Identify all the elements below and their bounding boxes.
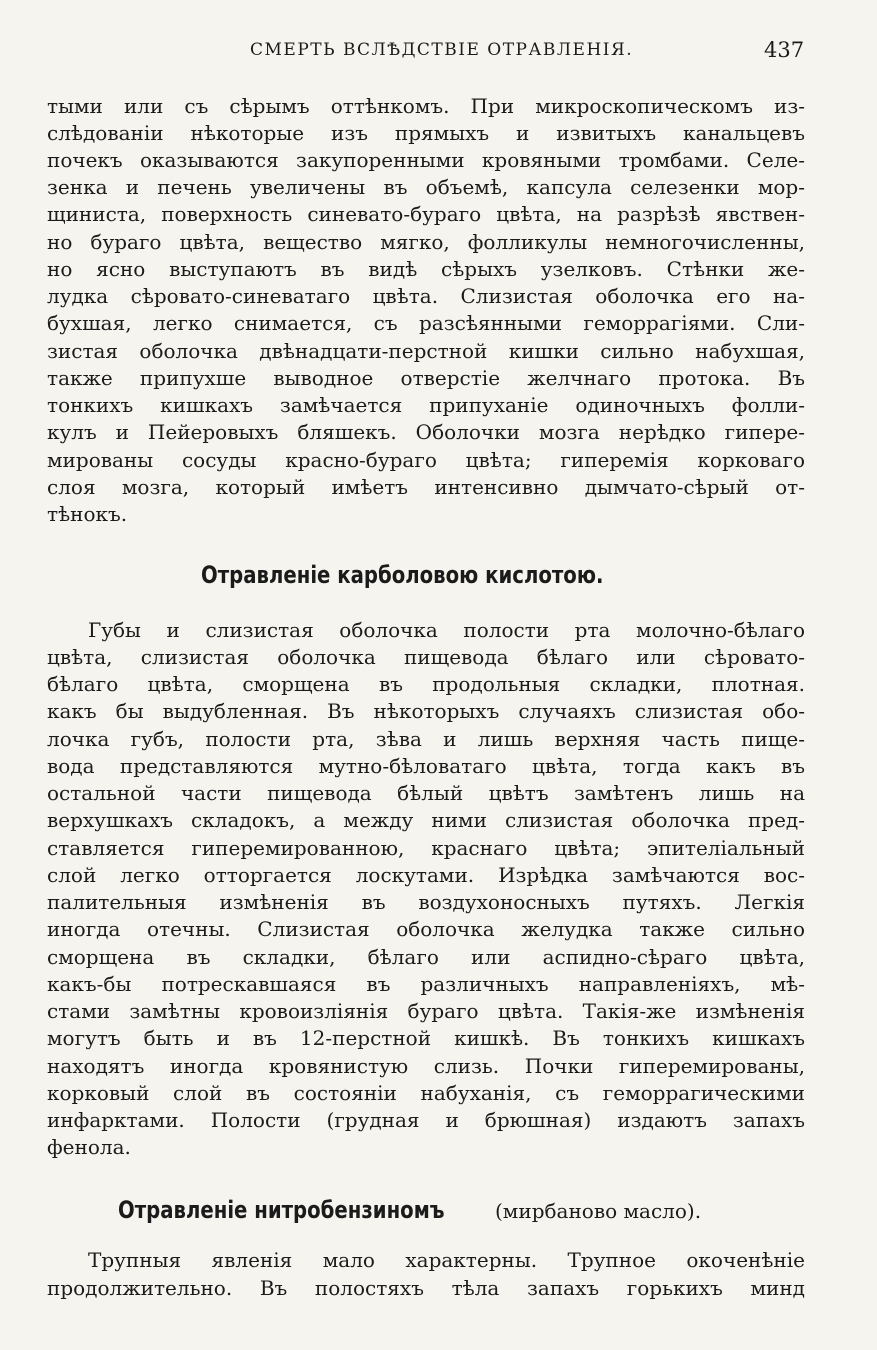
text-line: слоя мозга, который имѣетъ интенсивно дымчато-сѣрый от- [47,475,805,499]
section-heading-carbolic: Отравленіе карболовою кислотою. [201,561,604,589]
text-line: инфарктами. Полости (грудная и брюшная) издаютъ запахъ [47,1108,805,1132]
section-heading-nitrobenzene: Отравленіе нитробензиномъ [118,1196,445,1224]
text-line: находятъ иногда кровянистую слизь. Почки гиперемированы, [47,1054,805,1078]
text-line: бухшая, легко снимается, съ разсѣянными геморрагіями. Сли- [47,311,805,335]
text-line: но бураго цвѣта, вещество мягко, фолликулы немногочисленны, [47,230,805,254]
text-line: лочка губъ, полости рта, зѣва и лишь верхняя часть пище- [47,727,805,751]
text-line: слѣдованіи нѣкоторые изъ прямыхъ и извитыхъ канальцевъ [47,121,805,145]
text-line: фенола. [47,1135,131,1159]
text-line: цвѣта, слизистая оболочка пищевода бѣлаго или сѣровато- [47,645,805,669]
text-line: могутъ быть и въ 12-перстной кишкѣ. Въ тонкихъ кишкахъ [47,1026,805,1050]
text-line: зенка и печень увеличены въ объемѣ, капсула селезенки мор- [47,175,805,199]
text-line: какъ бы выдубленная. Въ нѣкоторыхъ случаяхъ слизистая обо- [47,699,805,723]
text-line: лудка сѣровато-синеватаго цвѣта. Слизистая оболочка его на- [47,284,805,308]
text-line: также припухше выводное отверстіе желчнаго протока. Въ [47,366,805,390]
text-line: корковый слой въ состояніи набуханія, съ геморрагическими [47,1081,805,1105]
text-line: вода представляются мутно-бѣловатаго цвѣта, тогда какъ въ [47,754,805,778]
text-line: тѣнокъ. [47,502,128,526]
text-line: продолжительно. Въ полостяхъ тѣла запахъ горькихъ минд [47,1276,805,1300]
text-line: Трупныя явленія мало характерны. Трупное окоченѣніе [88,1248,805,1272]
text-line: верхушкахъ складокъ, а между ними слизистая оболочка пред- [47,808,805,832]
text-line: остальной части пищевода бѣлый цвѣтъ замѣтенъ лишь на [47,781,805,805]
text-line: слой легко отторгается лоскутами. Изрѣдка замѣчаются вос- [47,863,805,887]
text-line: иногда отечны. Слизистая оболочка желудка также сильно [47,917,805,941]
text-line: Губы и слизистая оболочка полости рта молочно-бѣлаго [88,618,805,642]
page-number: 437 [764,38,805,62]
text-line: какъ-бы потрескавшаяся въ различныхъ направленіяхъ, мѣ- [47,972,805,996]
text-line: кулъ и Пейеровыхъ бляшекъ. Оболочки мозга нерѣдко гипере- [47,420,805,444]
text-line: тыми или съ сѣрымъ оттѣнкомъ. При микроскопическомъ из- [47,94,805,118]
text-line: тонкихъ кишкахъ замѣчается припуханіе одиночныхъ фолли- [47,393,805,417]
text-line: мированы сосуды красно-бураго цвѣта; гиперемія корковаго [47,448,805,472]
text-line: щиниста, поверхность синевато-бураго цвѣта, на разрѣзѣ явствен- [47,202,805,226]
text-line: почекъ оказываются закупоренными кровяными тромбами. Селе- [47,148,805,172]
text-line: сморщена въ складки, бѣлаго или аспидно-сѣраго цвѣта, [47,945,805,969]
text-line: ставляется гиперемированною, краснаго цвѣта; эпителіальный [47,836,805,860]
running-head: СМЕРТЬ ВСЛѢДСТВІЕ ОТРАВЛЕНІЯ. [250,40,634,60]
text-line: стами замѣтны кровоизліянія бураго цвѣта. Такія-же измѣненія [47,999,805,1023]
section-heading-note: (мирбаново масло). [495,1199,702,1223]
text-line: палительныя измѣненія въ воздухоносныхъ путяхъ. Легкія [47,890,805,914]
text-line: но ясно выступаютъ въ видѣ сѣрыхъ узелковъ. Стѣнки же- [47,257,805,281]
text-line: бѣлаго цвѣта, сморщена въ продольныя складки, плотная. [47,672,805,696]
text-line: зистая оболочка двѣнадцати-перстной кишки сильно набухшая, [47,339,805,363]
